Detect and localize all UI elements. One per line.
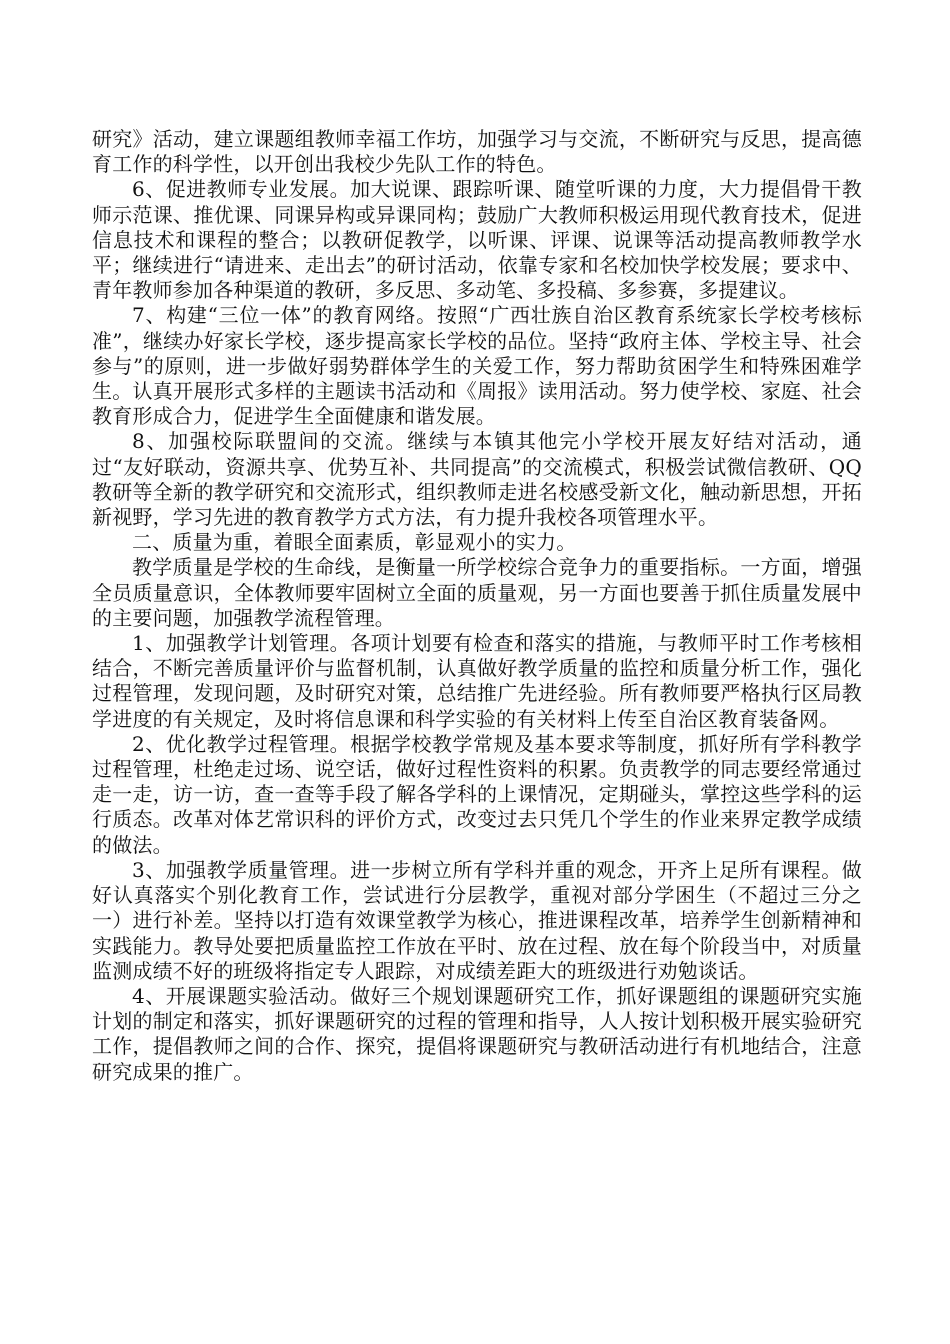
document-body	[92, 127, 862, 1085]
paragraph-item-1: 1、加强教学计划管理。各项计划要有检查和落实的措施，与教师平时工作考核相结合，不断完善质量评价与监督机制，认真做好教学质量的监控和质量分析工作，强化过程管理，发现问题，及时研究对策，总结推广先进经验。所有教师要严格执行区局教学进度的有关规定，及时将信息课和科学实验的有关材料上传至自治区教育装备网。	[92, 631, 862, 731]
paragraph-item-4: 4、开展课题实验活动。做好三个规划课题研究工作，抓好课题组的课题研究实施计划的制定和落实，抓好课题研究的过程的管理和指导，人人按计划积极开展实验研究工作，提倡教师之间的合作、探究，提倡将课题研究与教研活动进行有机地结合，注意研究成果的推广。	[92, 983, 862, 1084]
paragraph-item-7: 7、构建“三位一体”的教育网络。按照“广西壮族自治区教育系统家长学校考核标准”，继续办好家长学校，逐步提高家长学校的品位。坚持“政府主体、学校主导、社会参与”的原则，进一步做好弱势群体学生的关爱工作，努力帮助贫困学生和特殊困难学生。认真开展形式多样的主题读书活动和《周报》读用活动。努力使学校、家庭、社会教育形成合力，促进学生全面健康和谐发展。	[92, 303, 862, 429]
paragraph-item-3: 3、加强教学质量管理。进一步树立所有学科并重的观念，开齐上足所有课程。做好认真落实个别化教育工作，尝试进行分层教学，重视对部分学困生（不超过三分之一）进行补差。坚持以打造有效课堂教学为核心，推进课程改革，培养学生创新精神和实践能力。教导处要把质量监控工作放在平时、放在过程、放在每个阶段当中，对质量监测成绩不好的班级将指定专人跟踪，对成绩差距大的班级进行劝勉谈话。	[92, 857, 862, 983]
paragraph-intro: 教学质量是学校的生命线，是衡量一所学校综合竞争力的重要指标。一方面，增强全员质量意识，全体教师要牢固树立全面的质量观，另一方面也要善于抓住质量发展中的主要问题，加强教学流程管理。	[92, 555, 862, 630]
paragraph-item-6: 6、促进教师专业发展。加大说课、跟踪听课、随堂听课的力度，大力提倡骨干教师示范课、推优课、同课异构或异课同构；鼓励广大教师积极运用现代教育技术，促进信息技术和课程的整合；以教研促教学，以听课、评课、说课等活动提高教师教学水平；继续进行“请进来、走出去”的研讨活动，依靠专家和名校加快学校发展；要求中、青年教师参加各种渠道的教研，多反思、多动笔、多投稿、多参赛，多提建议。	[92, 177, 862, 303]
paragraph-item-8: 8、加强校际联盟间的交流。继续与本镇其他完小学校开展友好结对活动，通过“友好联动，资源共享、优势互补、共同提高”的交流模式，积极尝试微信教研、QQ教研等全新的教学研究和交流形式，组织教师走进名校感受新文化，触动新思想，开拓新视野，学习先进的教育教学方式方法，有力提升我校各项管理水平。	[92, 429, 862, 530]
paragraph-item-2: 2、优化教学过程管理。根据学校教学常规及基本要求等制度，抓好所有学科教学过程管理，杜绝走过场、说空话，做好过程性资料的积累。负责教学的同志要经常通过走一走，访一访，查一查等手段了解各学科的上课情况，定期碰头，掌控这些学科的运行质态。改革对体艺常识科的评价方式，改变过去只凭几个学生的作业来界定教学成绩的做法。	[92, 731, 862, 857]
section-heading-2: 二、质量为重，着眼全面素质，彰显观小的实力。	[132, 530, 577, 555]
paragraph-continuation: 研究》活动，建立课题组教师幸福工作坊，加强学习与交流，不断研究与反思，提高德育工作的科学性，以开创出我校少先队工作的特色。	[92, 127, 862, 177]
